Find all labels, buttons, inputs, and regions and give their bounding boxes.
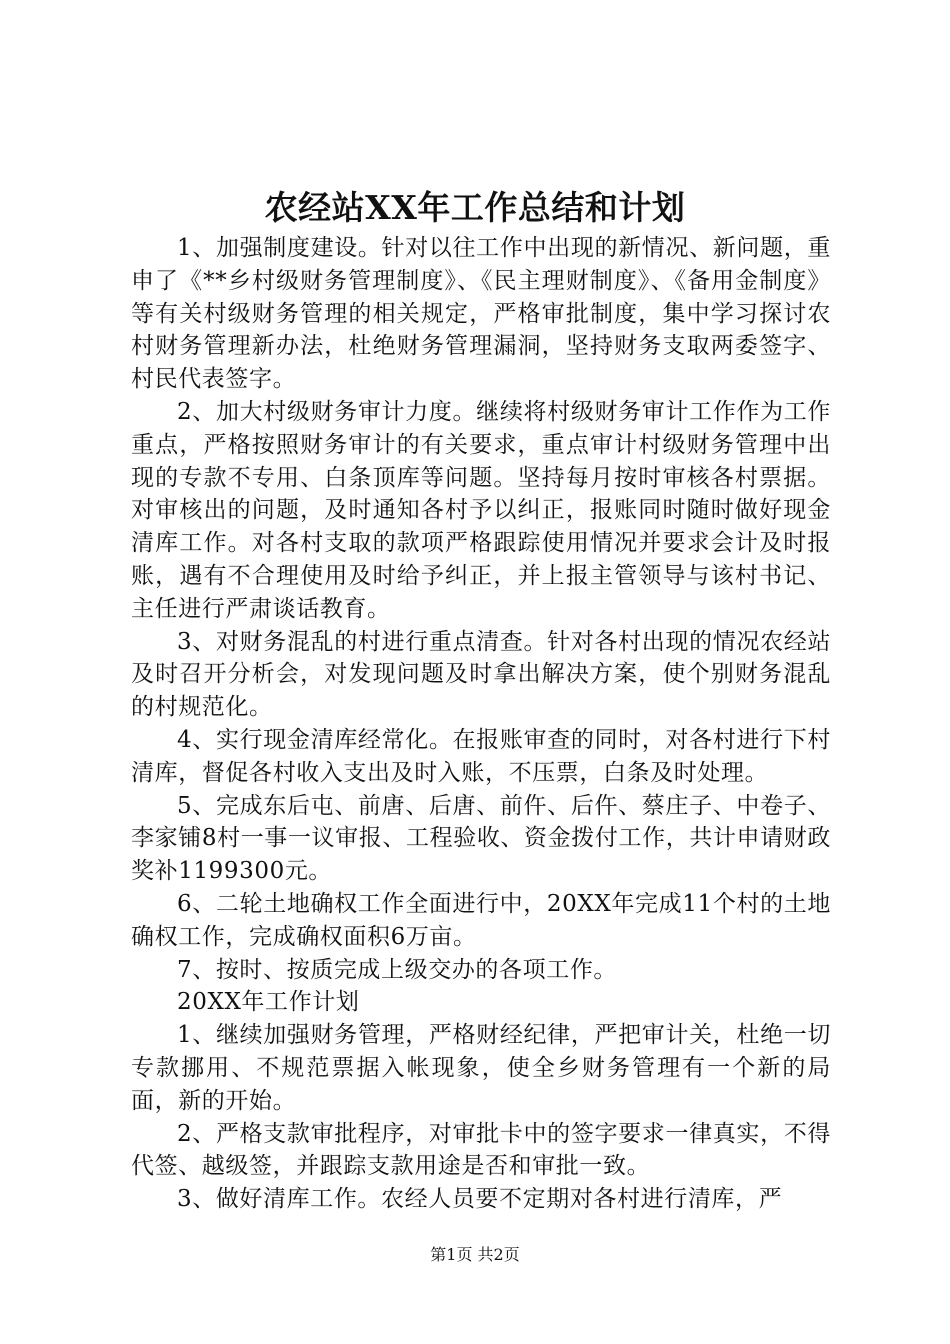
section-heading-plan: 20XX年工作计划: [177, 989, 360, 1016]
plan-item-3: 3、做好清库工作。农经人员要不定期对各村进行清库，严: [177, 1186, 783, 1213]
paragraph-1: 1、加强制度建设。针对以往工作中出现的新情况、新问题，重申了《**乡村级财务管理制度》、《民主理财制度》、《备用金制度》等有关村级财务管理的相关规定，严格审批制度，集中学习探讨农村财务管理新办法，杜绝财务管理漏洞，坚持财务支取两委签字、村民代表签字。: [131, 235, 831, 393]
plan-item-2: 2、严格支款审批程序，对审批卡中的签字要求一律真实，不得代签、越级签，并跟踪支款用途是否和审批一致。: [131, 1120, 831, 1180]
paragraph-5: 5、完成东后屯、前唐、后唐、前仵、后仵、蔡庄子、中卷子、李家铺8村一事一议审报、工程验收、资金拨付工作，共计申请财政奖补1199300元。: [131, 792, 831, 885]
paragraph-4: 4、实行现金清库经常化。在报账审查的同时，对各村进行下村清库，督促各村收入支出及时入账，不压票，白条及时处理。: [131, 726, 831, 786]
paragraph-6: 6、二轮土地确权工作全面进行中，20XX年完成11个村的土地确权工作，完成确权面积6万亩。: [131, 890, 831, 950]
document-title: 农经站XX年工作总结和计划: [264, 188, 686, 227]
paragraph-7: 7、按时、按质完成上级交办的各项工作。: [177, 956, 618, 983]
plan-item-1: 1、继续加强财务管理，严格财经纪律，严把审计关，杜绝一切专款挪用、不规范票据入帐现象，使全乡财务管理有一个新的局面，新的开始。: [131, 1022, 831, 1114]
page-number-footer: 第1页 共2页: [430, 1245, 520, 1264]
paragraph-2: 2、加大村级财务审计力度。继续将村级财务审计工作作为工作重点，严格按照财务审计的有关要求，重点审计村级财务管理中出现的专款不专用、白条顶库等问题。坚持每月按时审核各村票据。对审核出的问题，及时通知各村予以纠正，报账同时随时做好现金清库工作。对各村支取的款项严格跟踪使用情况并要求会计及时报账，遇有不合理使用及时给予纠正，并上报主管领导与该村书记、主任进行严肃谈话教育。: [131, 398, 831, 622]
paragraph-3: 3、对财务混乱的村进行重点清查。针对各村出现的情况农经站及时召开分析会，对发现问题及时拿出解决方案，使个别财务混乱的村规范化。: [131, 628, 831, 721]
document-body: [131, 232, 831, 1216]
